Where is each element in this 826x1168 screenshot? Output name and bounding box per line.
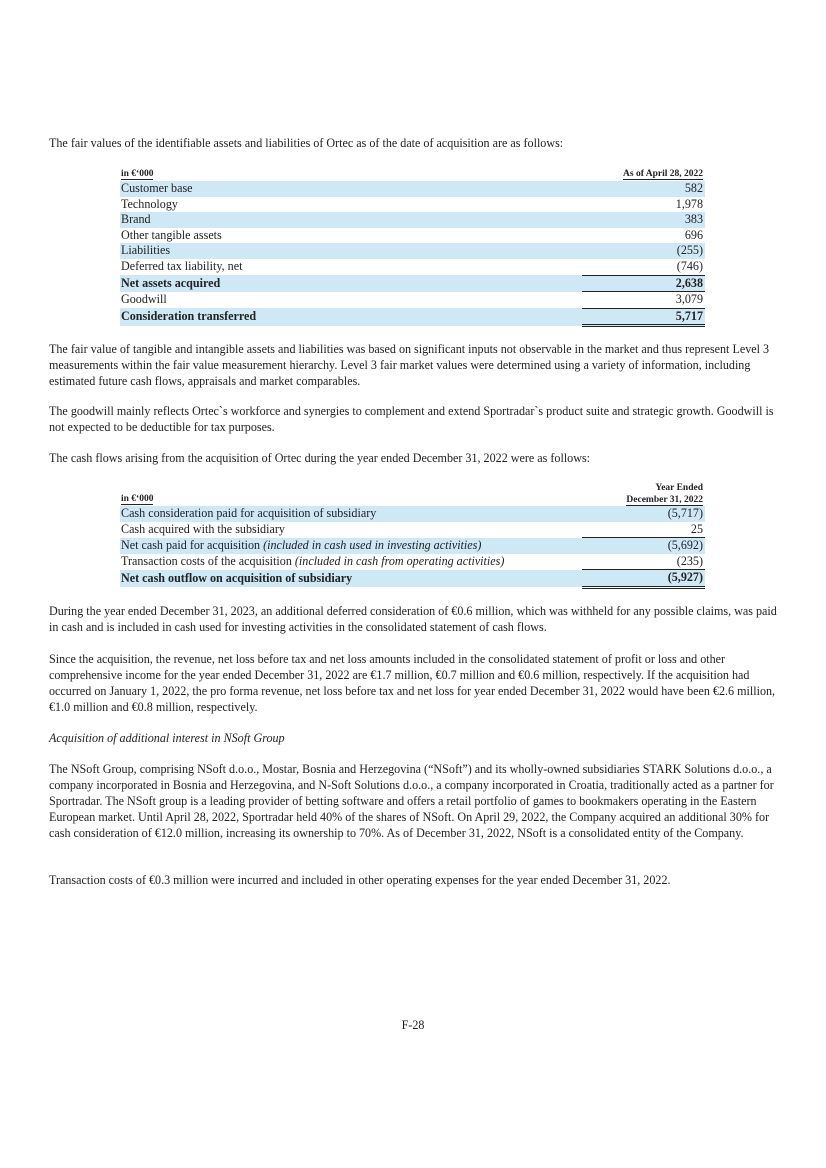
- column-header-line2: December 31, 2022: [626, 495, 703, 505]
- goodwill-paragraph: The goodwill mainly reflects Ortec`s workforce and synergies to complement and extend Sportradar`s product suite and strategic growth. Goodwill is not expected to be deductible for tax purposes.: [49, 404, 774, 434]
- table-row: [120, 554, 705, 570]
- row-value: (255): [582, 243, 705, 259]
- row-label: Technology: [121, 196, 178, 211]
- table-row: [120, 522, 705, 538]
- table-header-row: [120, 482, 705, 506]
- row-label: Other tangible assets: [121, 227, 222, 242]
- table-header-row: [120, 168, 705, 181]
- row-label: Deferred tax liability, net: [121, 259, 243, 274]
- column-header-line1: Year Ended: [655, 483, 703, 493]
- table-row: [120, 292, 705, 309]
- row-value: 1,978: [675, 196, 703, 211]
- row-value: (5,717): [582, 506, 705, 522]
- fair-value-table: [120, 168, 705, 327]
- row-label: Net assets acquired: [120, 275, 582, 292]
- cash-flow-table: [120, 482, 705, 589]
- column-header: As of April 28, 2022: [623, 169, 703, 179]
- transaction-costs-paragraph: Transaction costs of €0.3 million were incurred and included in other operating expenses for the year ended December 31, 2022.: [49, 873, 671, 887]
- table-row: [120, 538, 705, 554]
- table-row: [120, 259, 705, 275]
- nsoft-heading: Acquisition of additional interest in NSoft Group: [49, 731, 285, 745]
- row-value: 5,717: [582, 308, 705, 326]
- table-row: [120, 197, 705, 213]
- unit-label: in €‘000: [121, 494, 154, 504]
- fair-value-paragraph: The fair value of tangible and intangible assets and liabilities was based on significant inputs not observable in the market and thus represent Level 3 measurements within the fair value measurement hierarchy. Level 3 fair market values were determined using a variety of information, including estimated future cash flows, appraisals and market comparables.: [49, 342, 770, 388]
- table-row: [120, 506, 705, 522]
- unit-label: in €‘000: [121, 169, 154, 179]
- row-label: Transaction costs of the acquisition (included in cash from operating activities): [121, 554, 505, 569]
- row-label: Liabilities: [120, 243, 582, 259]
- row-label: Net cash outflow on acquisition of subsidiary: [120, 570, 582, 588]
- row-value: 3,079: [582, 292, 705, 309]
- row-label: Brand: [120, 212, 582, 228]
- row-value: 383: [582, 212, 705, 228]
- row-value: 696: [684, 227, 703, 242]
- row-value: 2,638: [582, 275, 705, 292]
- row-label: Cash acquired with the subsidiary: [121, 521, 285, 536]
- row-value: 582: [582, 181, 705, 197]
- row-value: (5,927): [582, 570, 705, 588]
- table-row-total: [120, 570, 705, 588]
- table-row: [120, 228, 705, 244]
- row-label: Goodwill: [121, 292, 167, 307]
- row-label: Cash consideration paid for acquisition of subsidiary: [120, 506, 582, 522]
- since-acquisition-paragraph: Since the acquisition, the revenue, net loss before tax and net loss amounts included in the consolidated statement of profit or loss and other comprehensive income for the year ended December 31, 2022 are €1.7 million, €0.7 million and €0.6 million, respectively. If the acquisition had occurred on January 1, 2022, the pro forma revenue, net loss before tax and net loss for year ended December 31, 2022 would have been €2.6 million, €1.0 million and €0.8 million, respectively.: [49, 652, 776, 714]
- row-value: (235): [582, 554, 705, 570]
- deferred-consideration-paragraph: During the year ended December 31, 2023, an additional deferred consideration of €0.6 million, which was withheld for any possible claims, was paid in cash and is included in cash used for investing activities in the consolidated statement of cash flows.: [49, 604, 777, 634]
- table-row-subtotal: [120, 275, 705, 292]
- row-label: Customer base: [120, 181, 582, 197]
- intro-paragraph: The fair values of the identifiable assets and liabilities of Ortec as of the date of acquisition are as follows:: [49, 136, 564, 150]
- table-row: [120, 181, 705, 197]
- cash-flows-paragraph: The cash flows arising from the acquisition of Ortec during the year ended December 31, 2022 were as follows:: [49, 451, 591, 465]
- page-number: F-28: [401, 1018, 425, 1032]
- row-label: Consideration transferred: [120, 308, 582, 326]
- table-row: [120, 243, 705, 259]
- row-value: (5,692): [582, 538, 705, 554]
- row-value: (746): [582, 259, 705, 275]
- nsoft-paragraph: The NSoft Group, comprising NSoft d.o.o., Mostar, Bosnia and Herzegovina (“NSoft”) and its wholly-owned subsidiaries STARK Solutions d.o.o., a company incorporated in Bosnia and Herzegovina, and N-Soft Solutions d.o.o., a company incorporated in Croatia, traditionally acted as a partner for Sportradar. The NSoft group is a leading provider of betting software and offers a retail portfolio of games to bookmakers operating in the Eastern European market. Until April 28, 2022, Sportradar held 40% of the shares of NSoft. On April 29, 2022, the Company acquired an additional 30% for cash consideration of €12.0 million, increasing its ownership to 70%. As of December 31, 2022, NSoft is a consolidated entity of the Company.: [49, 762, 774, 840]
- table-row-total: [120, 308, 705, 326]
- row-label: Net cash paid for acquisition (included in cash used in investing activities): [120, 538, 582, 554]
- row-value: 25: [582, 522, 705, 538]
- table-row: [120, 212, 705, 228]
- row-note: (included in cash used in investing activities): [263, 537, 482, 552]
- row-note: (included in cash from operating activities): [294, 554, 505, 569]
